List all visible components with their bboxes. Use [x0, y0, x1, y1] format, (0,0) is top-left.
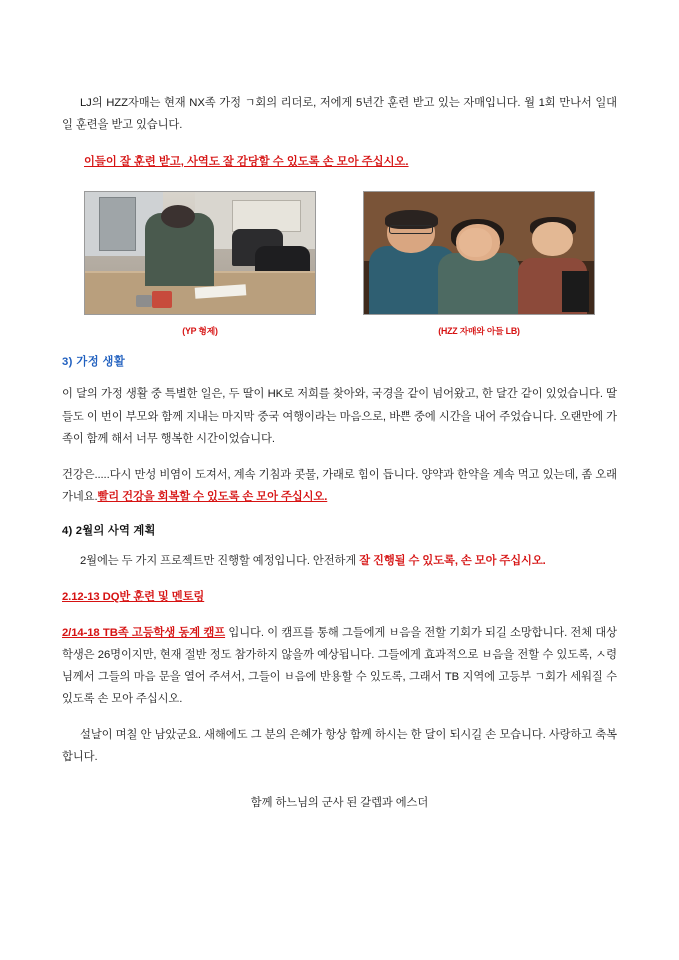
plan-item-2 [62, 622, 617, 710]
photo-meeting [84, 191, 316, 315]
health-text-black: 건강은.....다시 만성 비염이 도져서, 계속 기침과 콧물, 가래로 힘이 듭니다. 양약과 한약을 계속 먹고 있는데, 좀 오래가네요. [62, 468, 617, 503]
figure-meeting-caption: (YP 형제) [182, 326, 218, 337]
plan-intro-black: 2월에는 두 가지 프로젝트만 진행할 예정입니다. 안전하게 [80, 554, 360, 567]
prayer-request-1-text: 이들이 잘 훈련 받고, 사역도 잘 감당할 수 있도록 손 모아 주십시오. [84, 156, 409, 169]
signature-line: 함께 하느님의 군사 된 갈렙과 에스더 [250, 796, 429, 809]
figure-family-caption: (HZZ 자매와 아들 LB) [438, 326, 520, 337]
section-4-paragraph-1 [62, 550, 617, 572]
plan-intro-red: 잘 진행될 수 있도록, 손 모아 주십시오. [359, 554, 546, 567]
intro-paragraph: LJ의 HZZ자매는 현재 NX족 가정 ㄱ회의 리더로, 저에게 5년간 훈련 받고 있는 자매입니다. 월 1회 만나서 일대일 훈련을 받고 있습니다. [62, 97, 617, 132]
closing-paragraph: 설날이 며칠 안 남았군요. 새해에도 그 분의 은혜가 항상 함께 하시는 한 달이 되시길 손 모습니다. 사랑하고 축복합니다. [62, 728, 617, 763]
figure-family [363, 191, 595, 337]
plan-item-2-body: 입니다. 이 캠프를 통해 그들에게 ㅂ음을 전할 기회가 되길 소망합니다. 전체 대상 학생은 26명이지만, 현재 절반 정도 참가하지 않을까 예상됩니다. 그들에게 효과적으로 ㅂ음을 전할 수 있도록, ㅅ령님께서 그들의 마음 문을 열어 주셔서, 그들이 ㅂ음에 반용할 수 있도록, 그래서 TB 지역에 고등부 ㄱ회가 세워질 수 있도록 손 모아 주십시오. [62, 626, 617, 705]
photo-family [363, 191, 595, 315]
section-3-paragraph-1: 이 달의 가정 생활 중 특별한 일은, 두 딸이 HK로 저희를 찾아와, 국경을 같이 넘어왔고, 한 달간 같이 있었습니다. 딸들도 이 번이 부모와 함께 지내는 마지막 중국 여행이라는 마음으로, 바쁜 중에 시간을 내어 주었습니다. 오랜만에 가족이 함께 해서 너무 행복한 시간이었습니다. [62, 388, 617, 445]
section-3-paragraph-2 [62, 464, 617, 508]
plan-item-1 [62, 586, 617, 608]
figure-meeting [84, 191, 316, 337]
prayer-request-1 [62, 152, 617, 173]
health-prayer-red: 빨리 건강을 회복할 수 있도록 손 모아 주십시오. [97, 490, 328, 503]
section-3-heading: 3) 가정 생활 [62, 356, 126, 369]
plan-item-2-title: 2/14-18 TB족 고등학생 동계 캠프 [62, 626, 226, 639]
plan-item-1-text: 2.12-13 DQ반 훈련 및 멘토링 [62, 590, 205, 603]
section-4-heading: 4) 2월의 사역 계획 [62, 524, 156, 537]
figure-row [62, 191, 617, 337]
